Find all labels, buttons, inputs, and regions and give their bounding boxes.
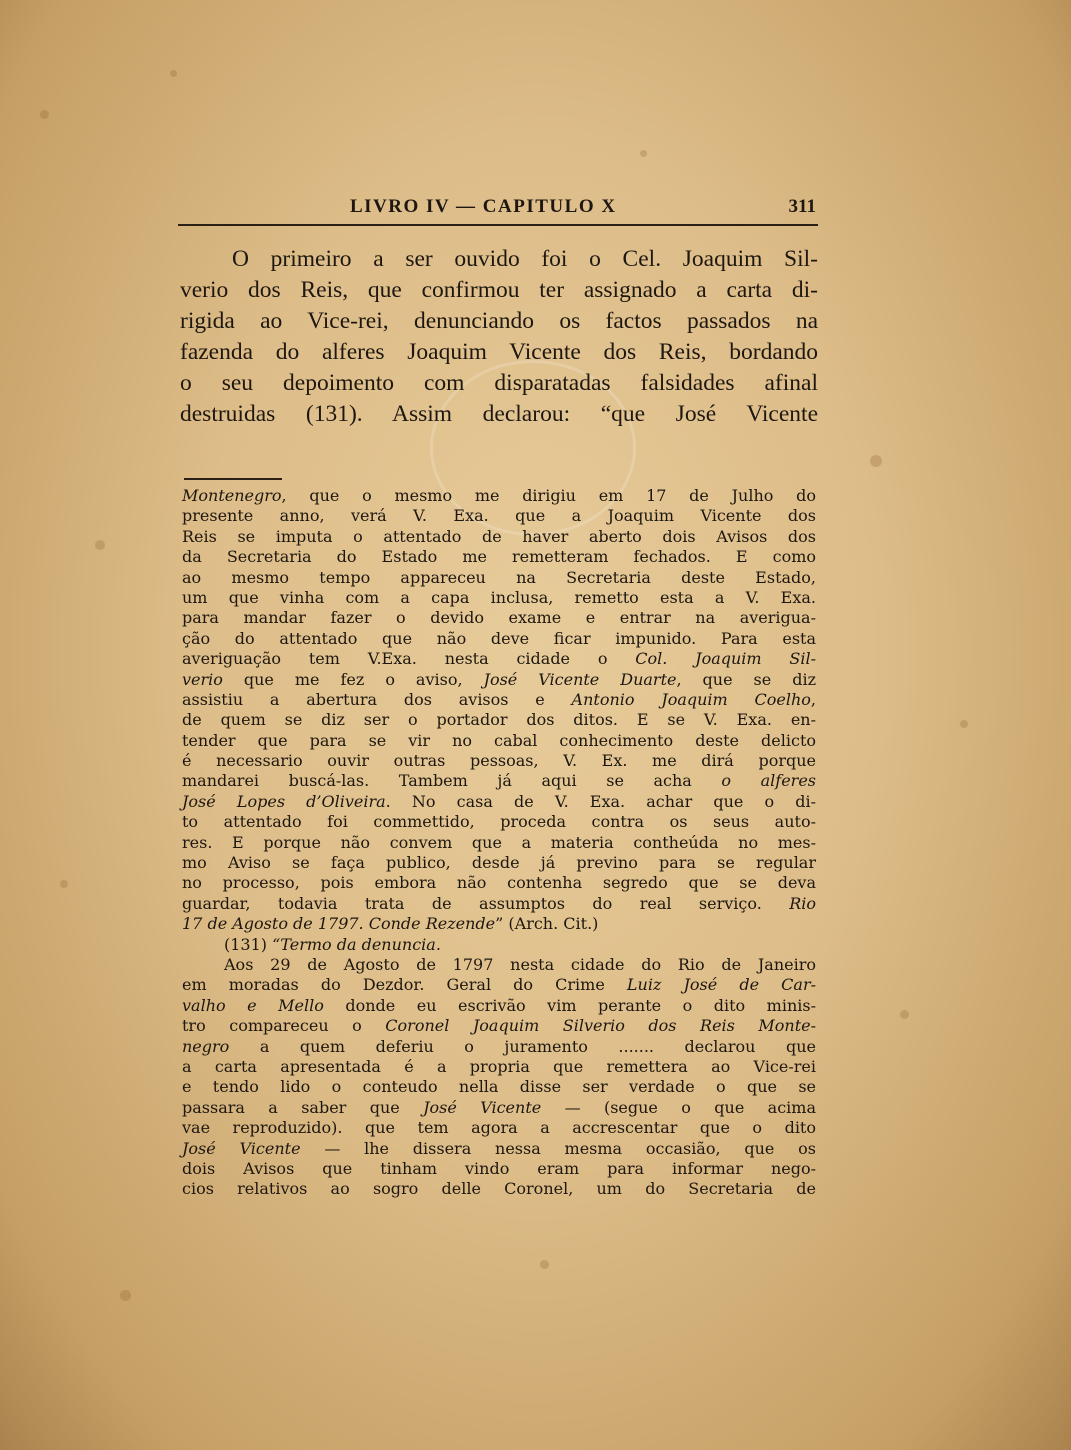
footnote-line — [182, 1016, 816, 1036]
footnote-line — [182, 751, 816, 771]
body-line: rigida ao Vice-rei, denunciando os factos passados na — [180, 308, 818, 334]
footnote-line — [182, 1057, 816, 1077]
foxing-spot — [540, 1260, 549, 1269]
footnote-run: . No casa de V. Exa. achar que o di- — [385, 791, 817, 811]
footnote-italic-run: José Vicente — [423, 1097, 542, 1117]
footnote-run: e tendo lido o conteudo nella disse ser verdade o que se — [182, 1077, 816, 1097]
foxing-spot — [60, 880, 68, 888]
foxing-spot — [960, 720, 968, 728]
footnote-run: vae reproduzido). que tem agora a accrescentar que o dito — [182, 1118, 816, 1138]
footnote-line — [182, 1118, 816, 1138]
footnote-line — [182, 710, 816, 730]
footnote-run: — (segue o que acima — [541, 1097, 817, 1117]
footnote-line — [182, 833, 816, 853]
footnotes — [182, 486, 816, 1200]
footnote-run: um que vinha com a capa inclusa, remetto esta a V. Exa. — [182, 587, 816, 607]
footnote-run: no processo, pois embora não contenha segredo que se deva — [182, 873, 816, 893]
footnote-rule — [184, 478, 282, 480]
footnote-italic-run: Col. Joaquim Sil- — [635, 649, 816, 669]
footnote-run: donde eu escrivão vim perante o dito minis- — [323, 995, 816, 1015]
body-line: O primeiro a ser ouvido foi o Cel. Joaquim Sil- — [232, 246, 818, 272]
footnote-line — [182, 486, 816, 506]
footnote-line — [182, 853, 816, 873]
footnote-run: a quem deferiu o juramento ....... declarou que — [229, 1036, 816, 1056]
foxing-spot — [120, 1290, 131, 1301]
footnote-line — [182, 812, 816, 832]
footnote-line — [182, 914, 816, 934]
footnote-run: tender que para se vir no cabal conhecimento deste delicto — [182, 730, 816, 750]
footnote-italic-run: Luiz José de Car- — [626, 975, 816, 995]
footnote-run: to attentado foi commettido, proceda contra os seus auto- — [182, 812, 816, 832]
footnote-line — [182, 873, 816, 893]
page-number: 311 — [788, 196, 816, 217]
foxing-spot — [640, 150, 647, 157]
footnote-run: para mandar fazer o devido exame e entrar na averigua- — [182, 608, 816, 628]
footnote-run: de quem se diz ser o portador dos ditos. E se V. Exa. en- — [182, 710, 816, 730]
running-title: LIVRO IV — CAPITULO X — [350, 196, 617, 217]
footnote-line — [182, 1139, 816, 1159]
footnote-line — [182, 670, 816, 690]
footnote-line — [182, 629, 816, 649]
footnote-run: ção do attentado que não deve ficar impunido. Para esta — [182, 628, 816, 648]
footnote-run: tro compareceu o — [182, 1016, 386, 1036]
footnote-line — [182, 955, 816, 975]
main-paragraph — [180, 244, 818, 430]
foxing-spot — [95, 540, 105, 550]
footnote-run: averiguação tem V.Exa. nesta cidade o — [182, 649, 636, 669]
footnote-run: presente anno, verá V. Exa. que a Joaquim Vicente dos — [182, 506, 816, 526]
footnote-run: Reis se imputa o attentado de haver aberto dois Avisos dos — [182, 526, 816, 546]
foxing-spot — [170, 70, 177, 77]
footnote-italic-run: “Termo da denuncia. — [272, 934, 441, 954]
foxing-spot — [40, 110, 49, 119]
body-line: o seu depoimento com disparatadas falsidades afinal — [180, 370, 818, 396]
footnote-run: dois Avisos que tinham vindo eram para informar nego- — [182, 1158, 816, 1178]
footnote-line — [182, 527, 816, 547]
footnote-run: , que o mesmo me dirigiu em 17 de Julho do — [281, 486, 816, 505]
footnote-line — [182, 731, 816, 751]
footnote-run: que me fez o aviso, — [222, 669, 484, 689]
footnote-run: em moradas do Dezdor. Geral do Crime — [182, 975, 627, 995]
footnote-italic-run: verio — [182, 669, 223, 689]
footnote-run: mandarei buscá-las. Tambem já aqui se acha — [182, 771, 722, 791]
footnote-italic-run: José Vicente Duarte — [483, 669, 677, 689]
footnote-run: , que se diz — [676, 669, 817, 689]
footnote-run: (131) — [224, 934, 273, 954]
body-line: verio dos Reis, que confirmou ter assignado a carta di- — [180, 277, 818, 303]
footnote-line — [182, 1098, 816, 1118]
footnote-line — [182, 1037, 816, 1057]
footnote-line — [182, 690, 816, 710]
footnote-line — [182, 588, 816, 608]
footnote-italic-run: Montenegro — [182, 486, 282, 505]
footnote-run: — lhe dissera nessa mesma occasião, que os — [300, 1138, 816, 1158]
footnote-run: é necessario ouvir outras pessoas, V. Ex. me dirá porque — [182, 751, 816, 771]
foxing-spot — [900, 1010, 909, 1019]
foxing-spot — [870, 455, 882, 467]
footnote-line — [182, 996, 816, 1016]
footnote-line — [182, 771, 816, 791]
footnote-italic-run: o alferes — [721, 771, 817, 791]
footnote-line — [182, 1159, 816, 1179]
footnote-italic-run: José Vicente — [182, 1138, 301, 1158]
footnote-run: da Secretaria do Estado me remetteram fechados. E como — [182, 547, 816, 567]
footnote-run: Aos 29 de Agosto de 1797 nesta cidade do Rio de Janeiro — [224, 954, 816, 974]
footnote-line — [182, 975, 816, 995]
footnote-italic-run: Coronel Joaquim Silverio dos Reis Monte- — [385, 1016, 816, 1036]
footnote-line — [182, 792, 816, 812]
footnote-italic-run: valho e Mello — [182, 995, 324, 1015]
footnote-line — [182, 506, 816, 526]
footnote-line — [182, 935, 816, 955]
footnote-line — [182, 649, 816, 669]
footnote-italic-run: José Lopes d’Oliveira — [182, 791, 386, 811]
footnote-italic-run: Rio — [789, 893, 816, 913]
footnote-run: ” (Arch. Cit.) — [495, 914, 599, 934]
footnote-line — [182, 894, 816, 914]
footnote-run: ao mesmo tempo appareceu na Secretaria deste Estado, — [182, 567, 816, 587]
page-header — [178, 196, 818, 226]
footnote-run: cios relativos ao sogro delle Coronel, um do Secretaria de — [182, 1179, 816, 1199]
footnote-run: assistiu a abertura dos avisos e — [182, 689, 572, 709]
footnote-run: guardar, todavia trata de assumptos do real serviço. — [182, 893, 790, 913]
footnote-run: , — [810, 689, 816, 709]
footnote-line — [182, 568, 816, 588]
body-line: destruidas (131). Assim declarou: “que José Vicente — [180, 401, 818, 427]
footnote-run: a carta apresentada é a propria que remettera ao Vice-rei — [182, 1056, 816, 1076]
footnote-italic-run: negro — [182, 1036, 230, 1056]
footnote-run: mo Aviso se faça publico, desde já previno para se regular — [182, 853, 816, 873]
body-line: fazenda do alferes Joaquim Vicente dos Reis, bordando — [180, 339, 818, 365]
footnote-italic-run: 17 de Agosto de 1797. Conde Rezende — [182, 914, 496, 934]
footnote-line — [182, 1077, 816, 1097]
footnote-run: res. E porque não convem que a materia contheúda no mes- — [182, 832, 816, 852]
footnote-line — [182, 547, 816, 567]
footnote-line — [182, 608, 816, 628]
footnote-line — [182, 1179, 816, 1199]
footnote-italic-run: Antonio Joaquim Coelho — [571, 689, 811, 709]
footnote-run: passara a saber que — [182, 1097, 424, 1117]
